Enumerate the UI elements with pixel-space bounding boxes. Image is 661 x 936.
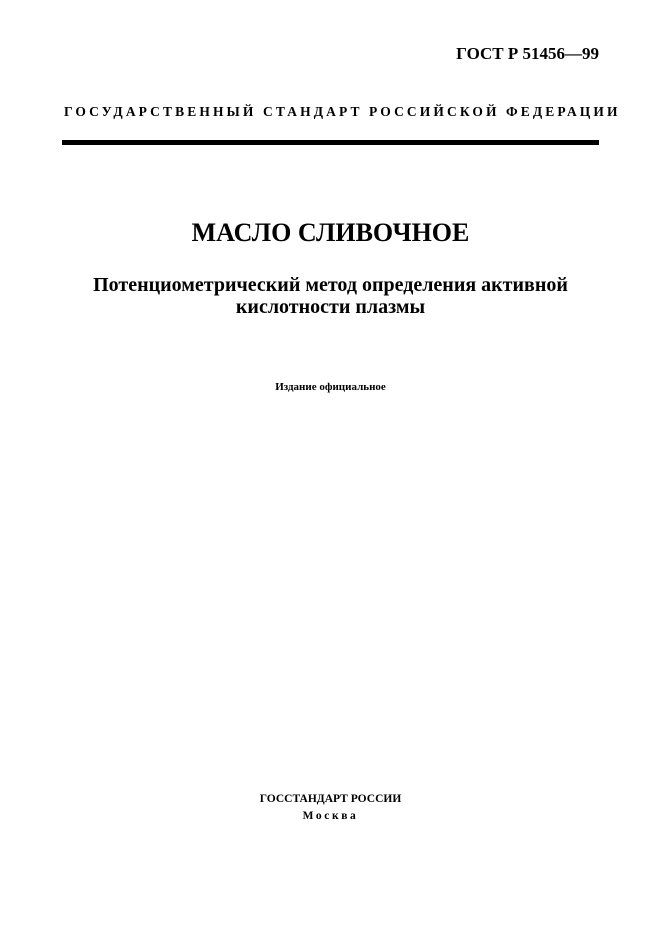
edition-label: Издание официальное xyxy=(275,381,386,393)
subtitle-line-1: Потенциометрический метод определения активной xyxy=(93,274,568,296)
publisher-name: ГОССТАНДАРТ РОССИИ xyxy=(259,793,402,805)
document-title: МАСЛО СЛИВОЧНОЕ xyxy=(191,218,470,247)
subtitle-line-2: кислотности плазмы xyxy=(235,296,426,318)
document-subtitle xyxy=(0,274,661,318)
state-standard-heading: ГОСУДАРСТВЕННЫЙ СТАНДАРТ РОССИЙСКОЙ ФЕДЕРАЦИИ xyxy=(64,104,621,119)
header-rule xyxy=(62,140,599,145)
document-code: ГОСТ Р 51456—99 xyxy=(456,44,599,63)
publisher-city: Москва xyxy=(302,810,359,822)
